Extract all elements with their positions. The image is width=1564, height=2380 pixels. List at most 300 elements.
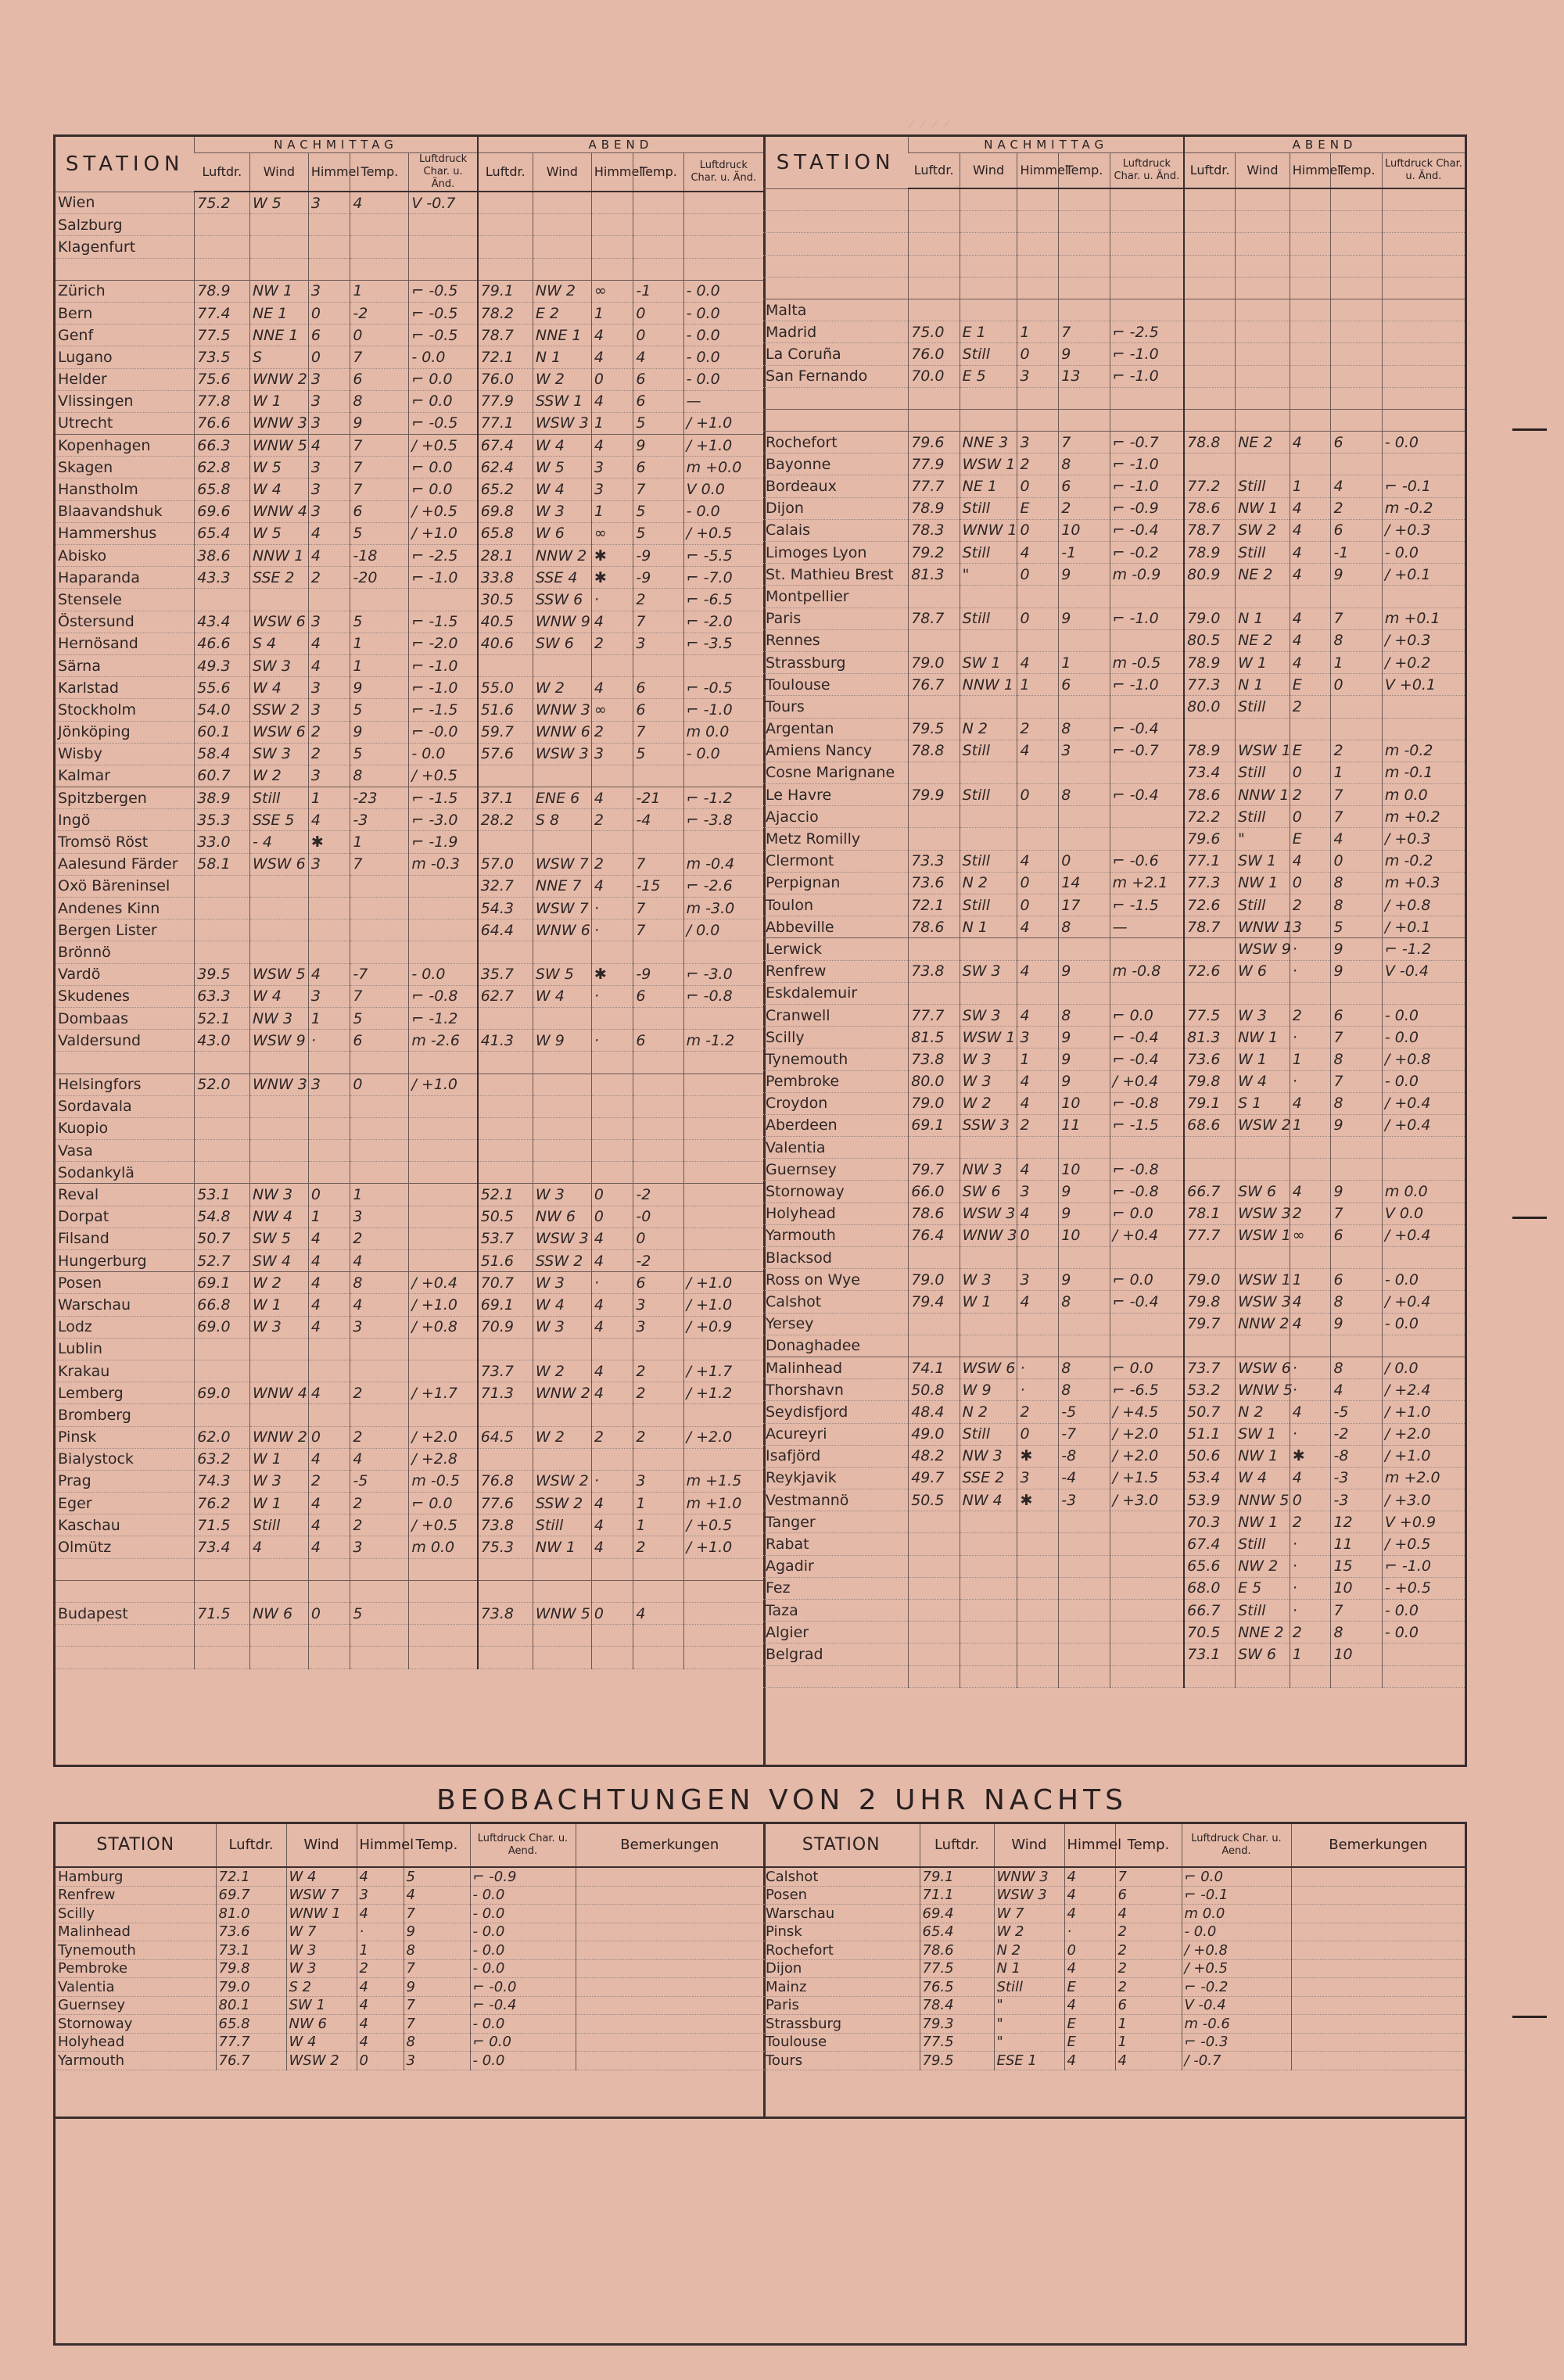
station-cell: Holyhead [58, 2034, 125, 2051]
col-himmel: Himmel [591, 153, 633, 192]
value-cell: Still [960, 608, 1017, 629]
value-cell: 6 [633, 1030, 683, 1052]
value-cell: 2 [591, 1426, 633, 1448]
value-cell: 3 [357, 1886, 404, 1905]
table-row [763, 1533, 1465, 1555]
table-row [763, 651, 1465, 673]
value-cell: SW 2 [1236, 519, 1290, 541]
value-cell: 10 [1059, 1159, 1110, 1181]
value-cell [1017, 696, 1059, 718]
value-cell: 69.1 [478, 1294, 533, 1316]
table-row [763, 343, 1465, 365]
value-cell [533, 1338, 591, 1360]
value-cell: 7 [350, 435, 409, 457]
value-cell: NE 1 [249, 302, 308, 324]
value-cell: 0 [308, 1184, 350, 1206]
station-cell: Toulouse [766, 676, 830, 694]
value-cell: 7 [350, 479, 409, 500]
value-cell: 2 [1290, 1511, 1331, 1533]
value-cell [533, 1007, 591, 1029]
value-cell [195, 1647, 250, 1669]
value-cell: 6 [308, 324, 350, 346]
value-cell: 40.5 [478, 611, 533, 633]
value-cell: 4 [308, 1493, 350, 1514]
value-cell: 71.5 [195, 1514, 250, 1536]
value-cell: / +0.4 [1382, 1291, 1465, 1313]
value-cell [478, 192, 533, 214]
value-cell: 10 [1059, 1092, 1110, 1114]
value-cell: 0 [1290, 762, 1331, 783]
value-cell [350, 1360, 409, 1382]
value-cell: 81.3 [909, 564, 960, 586]
value-cell: 6 [1115, 1996, 1182, 2015]
value-cell: NW 1 [1236, 1027, 1290, 1048]
value-cell: ⌐ -0.4 [1110, 718, 1184, 740]
value-cell: 5 [633, 522, 683, 544]
value-cell [1059, 255, 1110, 277]
value-cell: 5 [633, 412, 683, 434]
value-cell: - 0.0 [409, 346, 478, 368]
value-cell [1290, 453, 1331, 475]
left-table-body [56, 192, 763, 1669]
value-cell: 2 [357, 1959, 404, 1978]
value-cell: 1 [1115, 2033, 1182, 2052]
station-cell: Eskdalemuir [766, 984, 858, 1002]
value-cell [1059, 1313, 1110, 1335]
station-cell: La Coruña [766, 345, 841, 363]
value-cell: N 1 [1236, 674, 1290, 696]
value-cell [1110, 1643, 1184, 1665]
table-row [763, 1379, 1465, 1401]
value-cell: · [1290, 1070, 1331, 1092]
col-luftdr: Luftdr. [1184, 153, 1235, 189]
value-cell [1382, 255, 1465, 277]
value-cell: - 0.0 [683, 346, 763, 368]
value-cell: ⌐ -2.5 [409, 545, 478, 567]
value-cell [591, 1095, 633, 1117]
value-cell [633, 1074, 683, 1095]
value-cell [308, 1162, 350, 1184]
value-cell [195, 236, 250, 258]
margin-tick [1512, 1217, 1547, 1219]
value-cell: m 0.0 [1382, 1181, 1465, 1203]
value-cell [533, 765, 591, 787]
value-cell: NW 2 [533, 280, 591, 302]
faded-stamp: ᐟᐟᐟᐟ [907, 117, 955, 141]
value-cell: 69.8 [478, 500, 533, 522]
value-cell: NW 1 [249, 280, 308, 302]
value-cell: 28.1 [478, 545, 533, 567]
value-cell: 4 [308, 1228, 350, 1249]
table-row [763, 277, 1465, 299]
value-cell: ⌐ -1.0 [1110, 475, 1184, 497]
value-cell [591, 1162, 633, 1184]
value-cell [350, 1404, 409, 1426]
value-cell: 2 [350, 1426, 409, 1448]
table-row [56, 1923, 763, 1941]
value-cell: 8 [350, 765, 409, 787]
value-cell [1382, 982, 1465, 1004]
value-cell: · [1064, 1923, 1115, 1941]
table-row [56, 1470, 763, 1492]
value-cell: 77.9 [478, 390, 533, 412]
value-cell [909, 299, 960, 321]
value-cell [533, 1074, 591, 1095]
station-cell: Tromsö Röst [58, 833, 149, 851]
value-cell: 63.3 [195, 985, 250, 1007]
value-cell [1331, 1159, 1382, 1181]
value-cell: ⌐ 0.0 [409, 479, 478, 500]
value-cell [308, 1140, 350, 1162]
value-cell [533, 1095, 591, 1117]
value-cell [1290, 1665, 1331, 1687]
table-row [56, 1272, 763, 1294]
value-cell: 17 [1059, 894, 1110, 916]
value-cell: 5 [350, 743, 409, 765]
value-cell: - 0.0 [1382, 1004, 1465, 1026]
value-cell [249, 1052, 308, 1074]
table-row [763, 696, 1465, 718]
value-cell [683, 258, 763, 280]
value-cell [1331, 453, 1382, 475]
value-cell: Still [249, 1514, 308, 1536]
station-cell: Brönnö [58, 943, 111, 961]
value-cell: ⌐ 0.0 [1182, 1867, 1291, 1886]
value-cell: 4 [308, 1536, 350, 1558]
table-row [763, 1867, 1465, 1886]
value-cell [1290, 211, 1331, 233]
station-cell: Belgrad [766, 1645, 823, 1663]
station-cell: Lugano [58, 348, 113, 366]
value-cell: 4 [591, 677, 633, 699]
value-cell: 79.5 [909, 718, 960, 740]
value-cell: W 4 [533, 985, 591, 1007]
value-cell: WNW 3 [994, 1867, 1064, 1886]
value-cell [960, 1247, 1017, 1269]
value-cell: ⌐ -3.5 [683, 633, 763, 654]
value-cell [1110, 277, 1184, 299]
value-cell: 53.7 [478, 1228, 533, 1249]
value-cell [478, 1162, 533, 1184]
table-row [763, 960, 1465, 982]
night-left-half [56, 1824, 766, 2119]
value-cell [1017, 277, 1059, 299]
value-cell [350, 1558, 409, 1580]
col-temp: Temp. [404, 1824, 470, 1867]
value-cell: SSW 6 [533, 589, 591, 611]
station-cell [56, 1625, 195, 1647]
table-row [763, 1313, 1465, 1335]
value-cell [1059, 277, 1110, 299]
value-cell [960, 938, 1017, 960]
abend-header: ABEND [478, 137, 763, 153]
value-cell: 4 [1064, 2052, 1115, 2070]
station-cell: Malta [766, 301, 807, 319]
station-cell: Särna [58, 657, 101, 675]
value-cell: 49.0 [909, 1423, 960, 1445]
value-cell [683, 1007, 763, 1029]
value-cell [960, 1335, 1017, 1357]
value-cell: 4 [1290, 1092, 1331, 1114]
value-cell: V 0.0 [683, 479, 763, 500]
value-cell: W 3 [960, 1070, 1017, 1092]
value-cell: / +1.0 [683, 435, 763, 457]
station-cell: Algier [766, 1623, 809, 1641]
value-cell: - 0.0 [1382, 542, 1465, 564]
value-cell: 2 [591, 721, 633, 743]
station-cell: Genf [58, 326, 94, 344]
value-cell [1382, 299, 1465, 321]
value-cell [533, 192, 591, 214]
table-row [763, 762, 1465, 783]
table-row [56, 1493, 763, 1514]
value-cell: 77.5 [1184, 1004, 1235, 1026]
value-cell: ⌐ -0.4 [470, 1996, 576, 2015]
value-cell: 10 [1331, 1643, 1382, 1665]
value-cell: ⌐ 0.0 [1110, 1203, 1184, 1224]
value-cell: -7 [1059, 1423, 1110, 1445]
value-cell: / +4.5 [1110, 1401, 1184, 1423]
station-cell: Eger [58, 1494, 92, 1512]
value-cell [633, 1625, 683, 1647]
value-cell [909, 1533, 960, 1555]
value-cell: 4 [1290, 1401, 1331, 1423]
value-cell [1184, 938, 1235, 960]
value-cell: NE 2 [1236, 432, 1290, 453]
value-cell: 0 [633, 1228, 683, 1249]
value-cell: W 9 [960, 1379, 1017, 1401]
value-cell: 62.8 [195, 457, 250, 479]
value-cell: W 1 [249, 1493, 308, 1514]
value-cell [591, 1580, 633, 1602]
value-cell: 8 [1059, 784, 1110, 806]
value-cell: W 6 [533, 522, 591, 544]
value-cell [591, 1074, 633, 1095]
station-cell [763, 277, 909, 299]
value-cell: 62.4 [478, 457, 533, 479]
value-cell [409, 898, 478, 919]
value-cell: WSW 3 [533, 743, 591, 765]
station-cell: Vestmannö [766, 1491, 849, 1509]
table-row [56, 1360, 763, 1382]
value-cell: 0 [308, 1426, 350, 1448]
value-cell [533, 1448, 591, 1470]
station-cell [763, 409, 909, 431]
value-cell: 10 [1059, 519, 1110, 541]
value-cell: - 0.0 [683, 368, 763, 390]
value-cell: 8 [1059, 718, 1110, 740]
station-cell: Filsand [58, 1230, 109, 1248]
value-cell: ⌐ -1.0 [1110, 343, 1184, 365]
table-row [763, 1886, 1465, 1905]
value-cell: · [591, 1030, 633, 1052]
value-cell: · [1290, 1533, 1331, 1555]
value-cell: W 4 [533, 435, 591, 457]
value-cell [1017, 1643, 1059, 1665]
value-cell: 4 [1331, 828, 1382, 850]
value-cell: 4 [1017, 1291, 1059, 1313]
value-cell: E 1 [960, 321, 1017, 343]
left-half [56, 137, 766, 1765]
value-cell: WSW 6 [1236, 1357, 1290, 1378]
value-cell [478, 1074, 533, 1095]
value-cell [1110, 938, 1184, 960]
value-cell [1382, 696, 1465, 718]
value-cell: 78.6 [909, 916, 960, 938]
value-cell: 8 [350, 390, 409, 412]
value-cell [591, 192, 633, 214]
value-cell: 73.1 [1184, 1643, 1235, 1665]
value-cell [1184, 188, 1235, 211]
value-cell: 7 [1331, 1027, 1382, 1048]
table-row [56, 457, 763, 479]
value-cell: 77.4 [195, 302, 250, 324]
value-cell [1017, 762, 1059, 783]
value-cell [308, 1625, 350, 1647]
value-cell: 0 [350, 324, 409, 346]
value-cell: 3 [1017, 1027, 1059, 1048]
value-cell: ⌐ 0.0 [409, 368, 478, 390]
col-wind: Wind [286, 1824, 357, 1867]
value-cell [683, 1052, 763, 1074]
value-cell: 1 [633, 1514, 683, 1536]
station-cell: Wisby [58, 745, 102, 763]
value-cell [576, 1959, 763, 1978]
value-cell: 79.2 [909, 542, 960, 564]
value-cell: Still [994, 1978, 1064, 1997]
value-cell [249, 941, 308, 963]
value-cell [1331, 211, 1382, 233]
value-cell: 67.4 [1184, 1533, 1235, 1555]
value-cell: 9 [1059, 1070, 1110, 1092]
table-row [56, 721, 763, 743]
value-cell: 9 [350, 721, 409, 743]
value-cell [249, 1360, 308, 1382]
value-cell: -8 [1059, 1445, 1110, 1467]
station-cell: Abbeville [763, 916, 909, 938]
value-cell [909, 1577, 960, 1599]
value-cell: / +0.5 [683, 1514, 763, 1536]
value-cell: 59.7 [478, 721, 533, 743]
value-cell: 54.8 [195, 1206, 250, 1228]
table-row [56, 1316, 763, 1338]
value-cell: -4 [1059, 1467, 1110, 1489]
station-cell: Croydon [766, 1095, 828, 1113]
station-cell: Blaavandshuk [58, 503, 163, 521]
value-cell: WSW 1 [960, 453, 1017, 475]
table-row [763, 1291, 1465, 1313]
value-cell [1059, 1577, 1110, 1599]
value-cell: ⌐ -0.3 [1182, 2033, 1291, 2052]
value-cell [633, 1095, 683, 1117]
value-cell: 7 [1115, 1867, 1182, 1886]
value-cell [576, 1905, 763, 1923]
value-cell [1059, 629, 1110, 651]
station-cell: Stensele [58, 590, 122, 608]
value-cell [1290, 321, 1331, 343]
value-cell: 50.7 [195, 1228, 250, 1249]
value-cell: 2 [1017, 1401, 1059, 1423]
value-cell [633, 941, 683, 963]
value-cell: 7 [1331, 1600, 1382, 1622]
station-header: STATION [763, 1824, 920, 1867]
station-cell: Amiens Nancy [766, 742, 873, 760]
value-cell [1291, 1905, 1465, 1923]
value-cell: / +0.5 [683, 522, 763, 544]
value-cell [478, 258, 533, 280]
value-cell: WNW 1 [1236, 916, 1290, 938]
value-cell: 79.1 [1184, 1092, 1235, 1114]
value-cell: 65.8 [195, 479, 250, 500]
value-cell [478, 236, 533, 258]
table-row [763, 718, 1465, 740]
value-cell: W 3 [533, 1272, 591, 1294]
value-cell: 54.3 [478, 898, 533, 919]
value-cell [1331, 299, 1382, 321]
value-cell: 78.7 [478, 324, 533, 346]
value-cell: ⌐ -0.4 [1110, 1048, 1184, 1070]
value-cell: W 3 [249, 1470, 308, 1492]
value-cell: m +0.1 [1382, 608, 1465, 629]
value-cell [1331, 1665, 1382, 1687]
value-cell [1110, 233, 1184, 255]
value-cell [909, 233, 960, 255]
value-cell: 6 [633, 677, 683, 699]
value-cell [1110, 982, 1184, 1004]
value-cell: - 0.0 [409, 963, 478, 985]
value-cell: E [1290, 828, 1331, 850]
value-cell: ⌐ -1.2 [409, 1007, 478, 1029]
value-cell [591, 765, 633, 787]
value-cell: / +0.4 [1382, 1224, 1465, 1246]
value-cell: 8 [1331, 894, 1382, 916]
value-cell: NW 6 [286, 2015, 357, 2034]
value-cell: 8 [1331, 1048, 1382, 1070]
value-cell [909, 1622, 960, 1643]
value-cell: / +0.8 [1382, 1048, 1465, 1070]
value-cell [1290, 1159, 1331, 1181]
value-cell: WSW 1 [1236, 740, 1290, 762]
station-header: STATION [56, 137, 195, 192]
station-cell: Malinhead [58, 1923, 131, 1941]
value-cell: 72.1 [909, 894, 960, 916]
station-cell: Montpellier [766, 587, 849, 605]
value-cell: 51.6 [478, 699, 533, 721]
value-cell [478, 1117, 533, 1139]
value-cell [308, 1580, 350, 1602]
value-cell: 77.1 [1184, 850, 1235, 872]
value-cell: NW 3 [960, 1445, 1017, 1467]
value-cell: ⌐ -5.5 [683, 545, 763, 567]
value-cell [683, 1250, 763, 1272]
margin-tick [1512, 428, 1547, 431]
value-cell [683, 1184, 763, 1206]
value-cell: 4 [308, 654, 350, 676]
value-cell [1110, 1335, 1184, 1357]
station-cell: Paris [766, 1997, 799, 2014]
value-cell [409, 1250, 478, 1272]
value-cell [683, 1206, 763, 1228]
value-cell [633, 1052, 683, 1074]
table-row [56, 809, 763, 831]
value-cell: ⌐ -0.5 [409, 280, 478, 302]
value-cell [1017, 188, 1059, 211]
value-cell: 8 [1331, 1622, 1382, 1643]
station-cell: Yarmouth [766, 1227, 836, 1245]
value-cell [1236, 1335, 1290, 1357]
value-cell [909, 1555, 960, 1577]
value-cell: m -0.2 [1382, 497, 1465, 519]
